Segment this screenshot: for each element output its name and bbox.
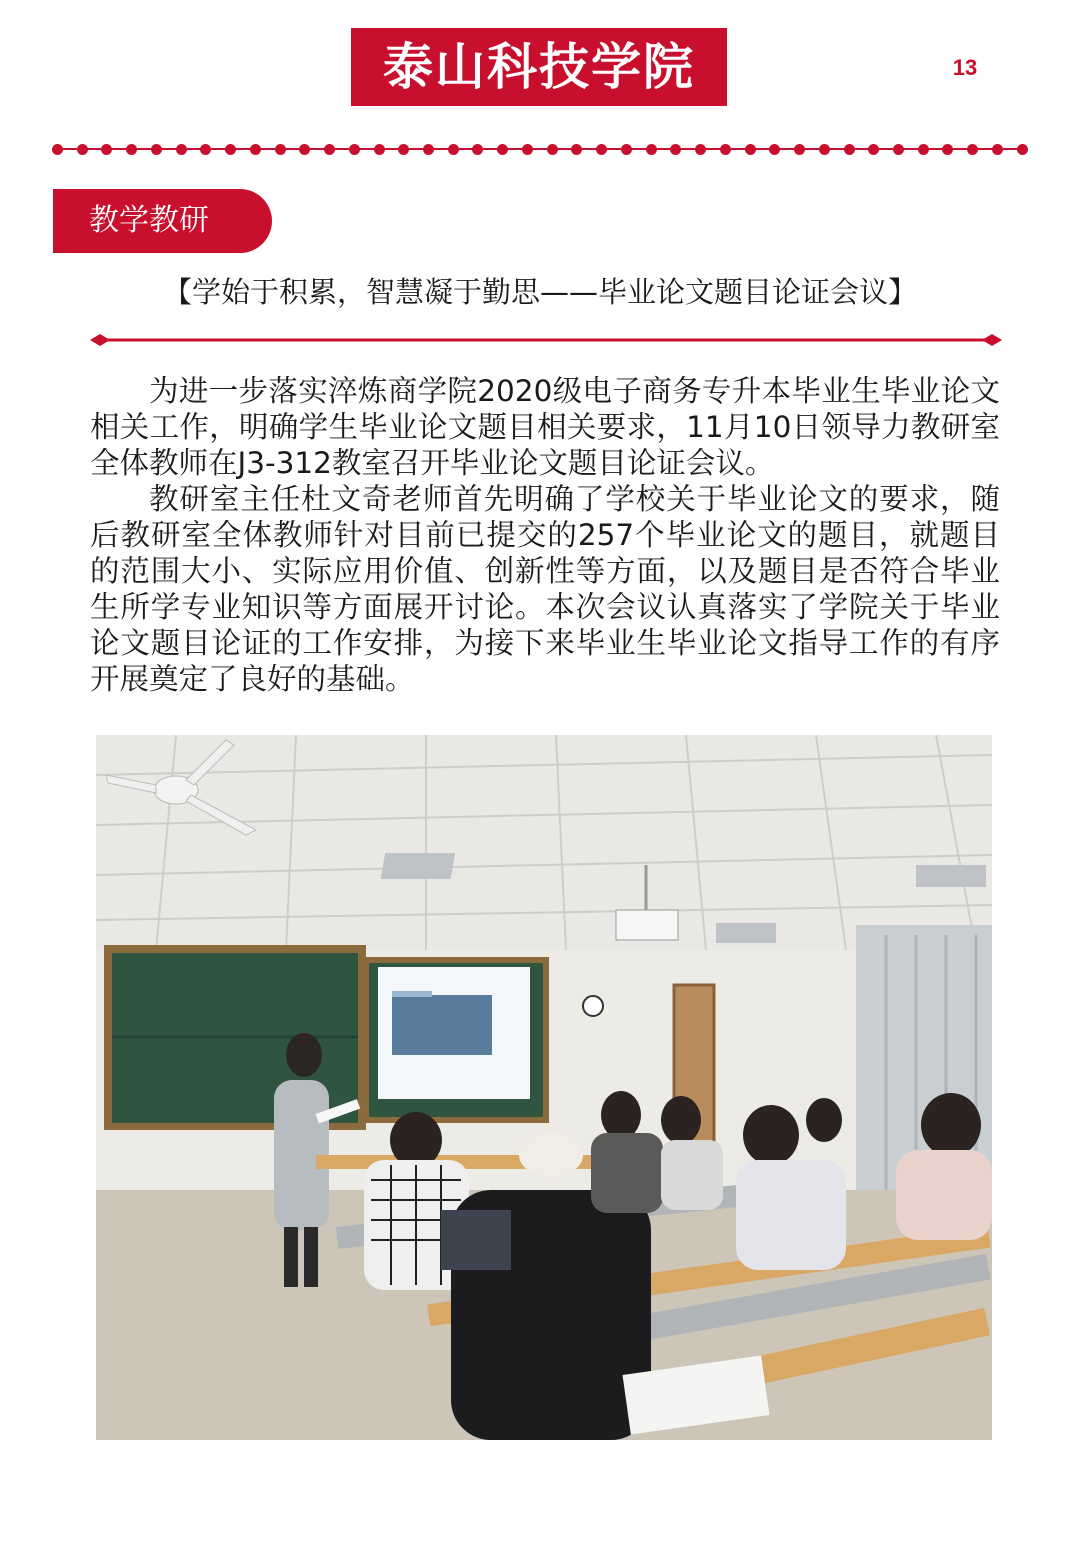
section-tag-label: 教学教研 [89,203,209,238]
divider-dot [794,144,805,155]
divider-diamond-right [982,334,1002,346]
divider-dot [497,144,508,155]
divider-dot [398,144,409,155]
classroom-meeting-photo [96,735,992,1440]
divider-dot [942,144,953,155]
divider-dot [324,144,335,155]
divider-dot [448,144,459,155]
divider-dot [299,144,310,155]
divider-dot [992,144,1003,155]
diamond-divider [90,330,1002,350]
divider-dot [225,144,236,155]
divider-dot [126,144,137,155]
divider-dot [745,144,756,155]
article-title: 【学始于积累，智慧凝于勤思——毕业论文题目论证会议】 [162,275,917,309]
divider-dot [176,144,187,155]
divider-dot [275,144,286,155]
divider-dot [151,144,162,155]
divider-dot [646,144,657,155]
masthead-title: 泰山科技学院 [383,37,695,96]
divider-dot [967,144,978,155]
divider-dot [52,144,63,155]
divider-dot [918,144,929,155]
divider-dot [844,144,855,155]
divider-dot [200,144,211,155]
article-body [90,373,1000,697]
divider-dot [868,144,879,155]
divider-dot [596,144,607,155]
divider-dot [77,144,88,155]
article-paragraph: 为进一步落实淬炼商学院2020级电子商务专升本毕业生毕业论文相关工作，明确学生毕业论文题目相关要求，11月10日领导力教研室全体教师在J3-312教室召开毕业论文题目论证会议。 [90,374,1000,480]
divider-dot [522,144,533,155]
divider-dot [349,144,360,155]
divider-dot [1017,144,1028,155]
divider-dot [571,144,582,155]
divider-dot [423,144,434,155]
section-tag [53,189,272,253]
divider-dot [250,144,261,155]
classroom-photo-illustration [96,735,992,1440]
divider-dot [101,144,112,155]
divider-dot [472,144,483,155]
divider-dot [819,144,830,155]
divider-bar [106,339,986,342]
divider-dot [547,144,558,155]
article-paragraph: 教研室主任杜文奇老师首先明确了学校关于毕业论文的要求，随后教研室全体教师针对目前已提交的257个毕业论文的题目，就题目的范围大小、实际应用价值、创新性等方面，以及题目是否符合毕业生所学专业知识等方面展开讨论。本次会议认真落实了学院关于毕业论文题目论证的工作安排，为接下来毕业生毕业论文指导工作的有序开展奠定了良好的基础。 [90,482,1000,696]
divider-dot [621,144,632,155]
page-number: 13 [952,55,978,80]
divider-dot [670,144,681,155]
divider-dot [720,144,731,155]
masthead [351,28,727,106]
divider-dot [374,144,385,155]
divider-dot [695,144,706,155]
divider-dot [893,144,904,155]
divider-dot [769,144,780,155]
dotted-divider [52,142,1028,156]
